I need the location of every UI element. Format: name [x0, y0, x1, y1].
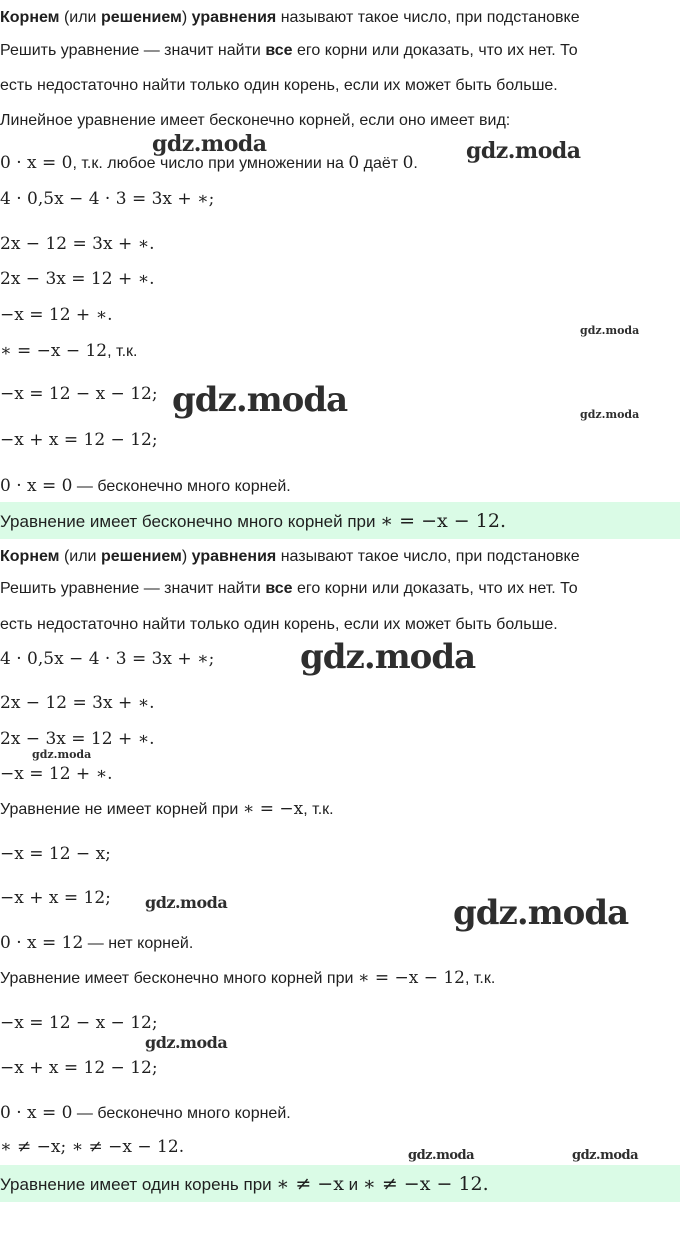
bold-term: уравнения: [191, 9, 277, 26]
watermark: gdz.moda: [580, 408, 640, 421]
watermark: gdz.moda: [145, 893, 228, 912]
bold-term: Корнем: [0, 548, 60, 565]
bold-term: решением: [100, 548, 182, 565]
definition-solve: Решить уравнение — значит найти все его корни или доказать, что их нет. То: [0, 42, 578, 59]
watermark: gdz.moda: [580, 324, 640, 337]
equation-line: −x = 12 − x;: [0, 844, 111, 864]
infinite-roots-line: Уравнение имеет бесконечно много корней при ∗ = −x − 12, т.к.: [0, 968, 496, 988]
answer-line: Уравнение имеет бесконечно много корней при ∗ = −x − 12.: [0, 510, 506, 532]
equation-line: 2x − 3x = 12 + ∗.: [0, 269, 155, 289]
equation-line: −x + x = 12 − 12;: [0, 430, 158, 450]
equation-line: −x + x = 12 − 12;: [0, 1058, 158, 1078]
equation-line: −x = 12 + ∗.: [0, 764, 113, 784]
equation-line: 2x − 12 = 3x + ∗.: [0, 234, 155, 254]
watermark: gdz.moda: [152, 131, 267, 157]
watermark: gdz.moda: [300, 637, 476, 677]
watermark: gdz.moda: [408, 1148, 475, 1163]
equation-line: ∗ ≠ −x; ∗ ≠ −x − 12.: [0, 1137, 185, 1157]
equation-line: −x = 12 + ∗.: [0, 305, 113, 325]
equation-line: 0 · x = 0 — бесконечно много корней.: [0, 1103, 291, 1123]
watermark: gdz.moda: [466, 138, 581, 164]
answer-line: Уравнение имеет один корень при ∗ ≠ −x и ∗ ≠ −x − 12.: [0, 1173, 489, 1195]
equation-line: 4 · 0,5x − 4 · 3 = 3x + ∗;: [0, 649, 215, 669]
bold-term: все: [265, 580, 293, 597]
equation-line: 2x − 3x = 12 + ∗.: [0, 729, 155, 749]
watermark: gdz.moda: [453, 893, 629, 933]
no-roots-line: Уравнение не имеет корней при ∗ = −x, т.к.: [0, 799, 334, 819]
equation-line: 2x − 12 = 3x + ∗.: [0, 693, 155, 713]
bold-term: Корнем: [0, 9, 60, 26]
bold-term: решением: [100, 9, 182, 26]
equation-line: −x + x = 12;: [0, 888, 111, 908]
definition-solve-cont: есть недостаточно найти только один корень, если их может быть больше.: [0, 616, 558, 633]
equation-line: −x = 12 − x − 12;: [0, 1013, 158, 1033]
equation-line: −x = 12 − x − 12;: [0, 384, 158, 404]
equation-line: 0 · x = 12 — нет корней.: [0, 933, 194, 953]
equation-line: ∗ = −x − 12, т.к.: [0, 341, 138, 361]
zero-equation-line: 0 · x = 0, т.к. любое число при умножении на 0 даёт 0.: [0, 153, 418, 173]
equation-line: 4 · 0,5x − 4 · 3 = 3x + ∗;: [0, 189, 215, 209]
linear-equation-text: Линейное уравнение имеет бесконечно корней, если оно имеет вид:: [0, 112, 511, 129]
watermark: gdz.moda: [145, 1033, 228, 1052]
watermark: gdz.moda: [32, 748, 92, 761]
definition-root: Корнем (или решением) уравнения называют такое число, при подстановке: [0, 548, 580, 565]
definition-root: Корнем (или решением) уравнения называют такое число, при подстановке: [0, 9, 580, 26]
watermark: gdz.moda: [172, 380, 348, 420]
bold-term: уравнения: [191, 548, 277, 565]
bold-term: все: [265, 42, 293, 59]
watermark: gdz.moda: [572, 1148, 639, 1163]
equation-line: 0 · x = 0 — бесконечно много корней.: [0, 476, 291, 496]
definition-solve-cont: есть недостаточно найти только один корень, если их может быть больше.: [0, 77, 558, 94]
definition-solve: Решить уравнение — значит найти все его корни или доказать, что их нет. То: [0, 580, 578, 597]
